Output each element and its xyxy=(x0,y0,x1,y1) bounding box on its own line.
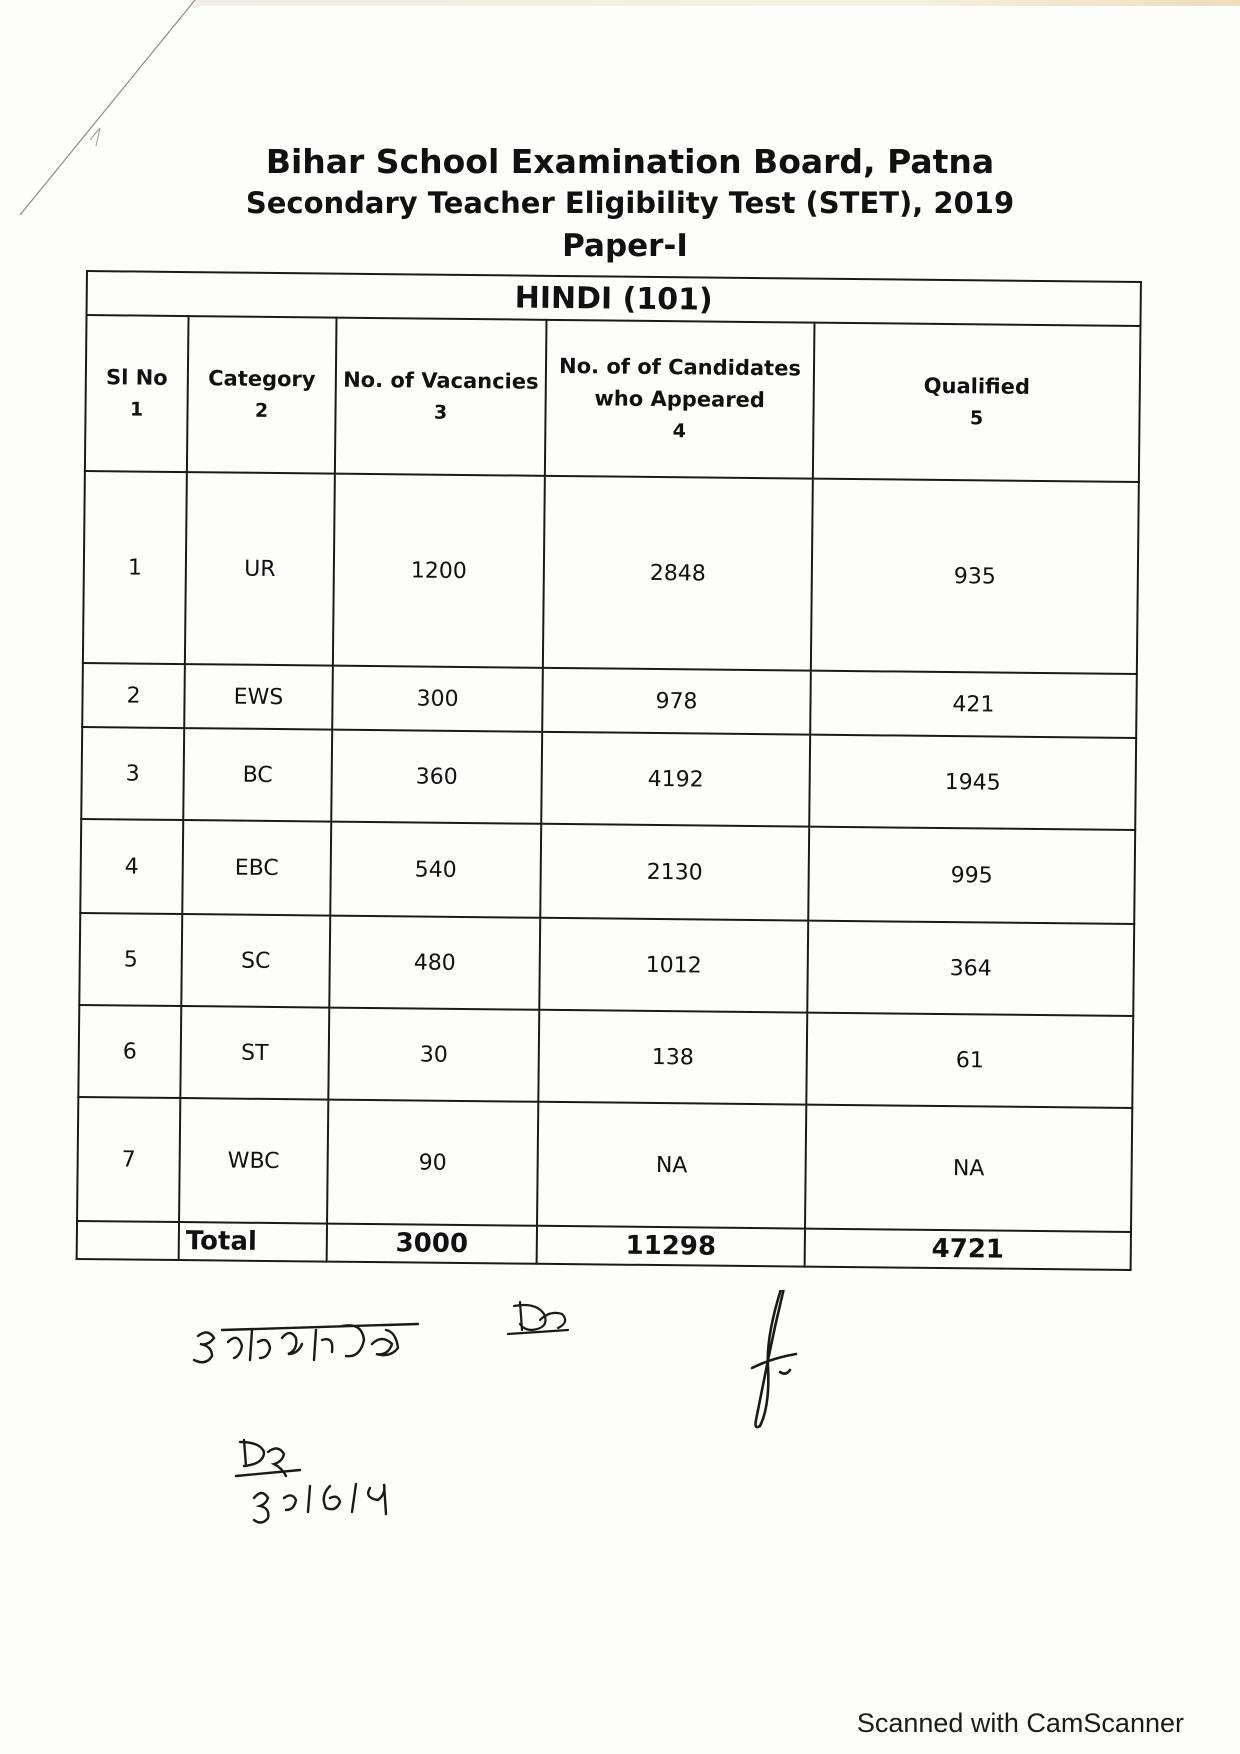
cell-sl-no: 1 xyxy=(83,471,187,664)
cell-qualified: 421 xyxy=(810,671,1137,738)
cell-vacancies: 90 xyxy=(327,1100,538,1226)
column-header-label: No. of of Candidates who Appeared xyxy=(558,353,802,413)
handwritten-signatures xyxy=(0,1290,1240,1530)
cell-category: BC xyxy=(183,728,332,822)
cell-vacancies: 1200 xyxy=(333,474,545,668)
total-appeared: 11298 xyxy=(537,1226,805,1267)
table-row xyxy=(83,471,1139,674)
paper-title: Paper-I xyxy=(562,228,688,264)
cell-qualified: NA xyxy=(805,1105,1132,1232)
column-header-vacancies xyxy=(335,318,547,476)
cell-vacancies: 300 xyxy=(332,666,543,732)
cell-appeared: 978 xyxy=(542,668,811,735)
table-row xyxy=(78,1005,1133,1108)
cell-qualified: 61 xyxy=(806,1013,1133,1108)
column-header-row xyxy=(85,315,1141,482)
column-header-number: 5 xyxy=(969,407,984,430)
column-header-qualified xyxy=(813,323,1141,482)
column-header-label: No. of Vacancies xyxy=(343,367,539,394)
results-table xyxy=(76,270,1142,1271)
cell-vacancies: 540 xyxy=(330,822,541,918)
cell-vacancies: 480 xyxy=(329,916,540,1010)
cell-sl-no: 3 xyxy=(81,727,184,820)
column-header-number: 3 xyxy=(433,401,448,424)
subject-title: HINDI (101) xyxy=(87,271,1141,326)
cell-appeared: NA xyxy=(537,1102,806,1229)
column-header-number: 1 xyxy=(129,398,144,421)
cell-category: UR xyxy=(185,472,335,666)
column-header-category xyxy=(187,316,337,474)
results-table-wrapper xyxy=(76,270,1140,1271)
cell-qualified: 935 xyxy=(811,479,1139,674)
cell-vacancies: 30 xyxy=(328,1008,539,1102)
cell-appeared: 2130 xyxy=(540,824,809,921)
total-vacancies: 3000 xyxy=(327,1224,537,1264)
handwritten-remark xyxy=(194,1324,418,1362)
column-header-sl-no xyxy=(85,315,189,472)
table-row xyxy=(81,727,1136,830)
cell-category: SC xyxy=(181,914,330,1008)
signature-mark xyxy=(752,1290,796,1427)
cell-appeared: 4192 xyxy=(541,732,810,827)
cell-category: WBC xyxy=(179,1098,328,1224)
table-row xyxy=(82,663,1137,738)
camscanner-watermark: Scanned with CamScanner xyxy=(856,1708,1184,1738)
column-header-appeared xyxy=(545,320,815,479)
page-top-edge xyxy=(195,0,1240,6)
total-sl-empty xyxy=(77,1221,179,1260)
cell-sl-no: 4 xyxy=(80,819,183,914)
column-header-number: 2 xyxy=(254,399,269,422)
test-title: Secondary Teacher Eligibility Test (STET), 2019 xyxy=(245,186,1015,220)
cell-qualified: 364 xyxy=(807,921,1134,1016)
table-row xyxy=(80,819,1135,924)
board-title: Bihar School Examination Board, Patna xyxy=(265,142,995,181)
cell-qualified: 995 xyxy=(808,827,1135,924)
cell-sl-no: 6 xyxy=(78,1005,181,1098)
cell-appeared: 2848 xyxy=(543,476,813,671)
column-header-number: 4 xyxy=(672,420,687,443)
column-header-label: Sl No xyxy=(105,365,168,390)
cell-category: EWS xyxy=(184,664,333,730)
column-header-label: Qualified xyxy=(923,373,1031,399)
cell-sl-no: 5 xyxy=(79,913,182,1006)
cell-category: ST xyxy=(180,1006,329,1100)
cell-sl-no: 2 xyxy=(82,663,185,728)
cell-category: EBC xyxy=(182,820,331,916)
table-row xyxy=(79,913,1134,1016)
total-label: Total xyxy=(179,1222,327,1262)
cell-vacancies: 360 xyxy=(331,730,542,824)
handwritten-date xyxy=(236,1440,386,1523)
initials-mark xyxy=(508,1302,568,1334)
cell-appeared: 1012 xyxy=(539,918,808,1013)
document-header xyxy=(0,142,1240,268)
cell-appeared: 138 xyxy=(538,1010,807,1105)
total-qualified: 4721 xyxy=(805,1229,1131,1270)
column-header-label: Category xyxy=(208,366,316,392)
cell-qualified: 1945 xyxy=(809,735,1136,830)
table-row xyxy=(77,1097,1132,1232)
cell-sl-no: 7 xyxy=(77,1097,180,1222)
